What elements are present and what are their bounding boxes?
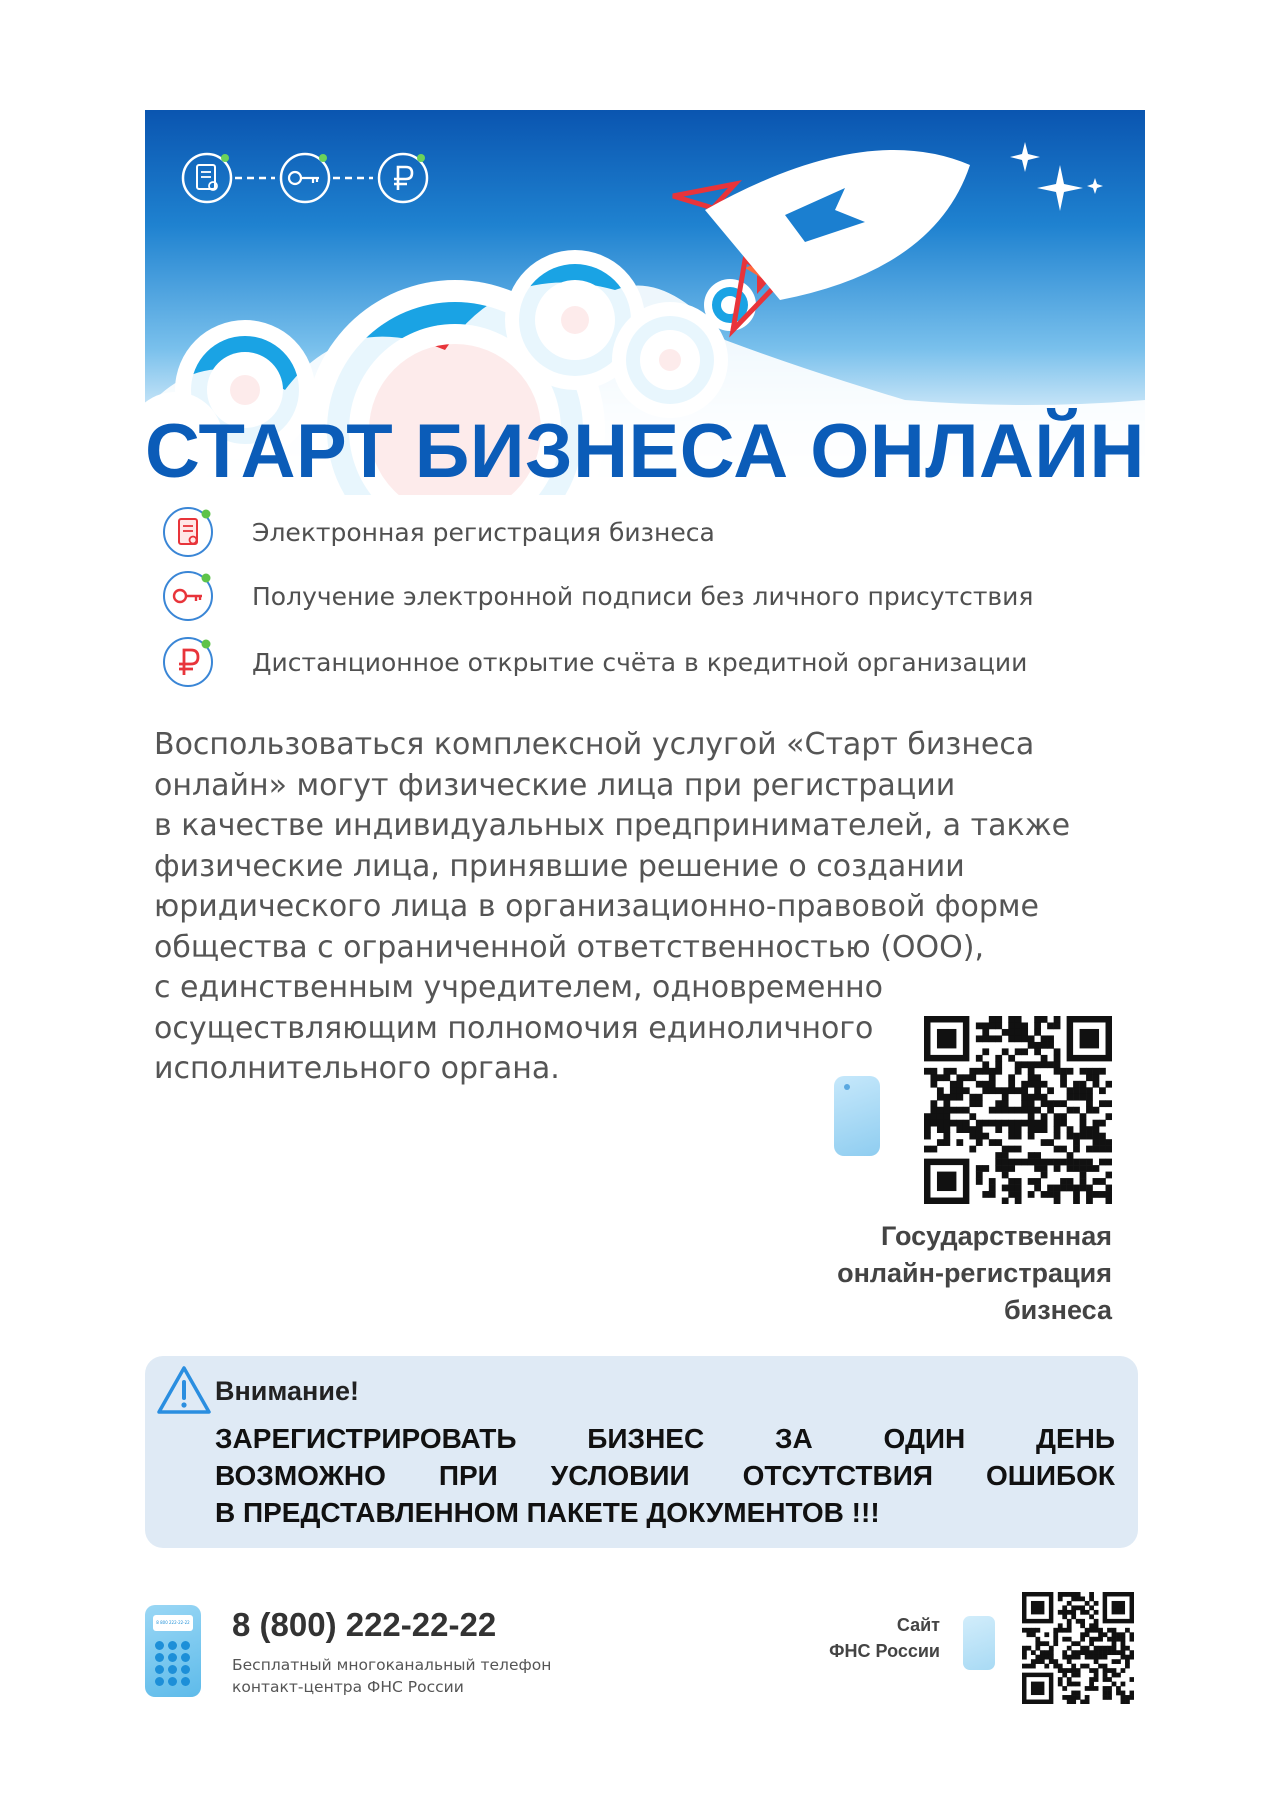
feature-item-signature [160, 566, 1140, 626]
hero-banner [145, 110, 1145, 495]
alert-line: ВОЗМОЖНО ПРИ УСЛОВИИ ОТСУТСТВИЯ ОШИБОК [215, 1460, 1115, 1491]
alert-body [215, 1420, 1115, 1531]
hero-title: СТАРТ БИЗНЕСА ОНЛАЙН [145, 409, 1145, 494]
sparkle-icon [1010, 142, 1040, 172]
site-label [780, 1612, 940, 1664]
sparkle-icon [1087, 178, 1103, 194]
alert-line: ЗАРЕГИСТРИРОВАТЬ БИЗНЕС ЗА ОДИН ДЕНЬ [215, 1423, 1115, 1454]
phone-screen-text: 8 800 222-22-22 [156, 1620, 190, 1625]
description-line: Воспользоваться комплексной услугой «Старт бизнеса [154, 727, 1035, 762]
description-line: исполнительного органа. [154, 1051, 560, 1086]
hotline-description-line: Бесплатный многоканальный телефон [232, 1656, 552, 1674]
phone-screen [153, 1615, 193, 1631]
description-line: физические лица, принявшие решение о создании [154, 848, 965, 884]
site-label-line: ФНС России [829, 1641, 940, 1661]
hotline-number[interactable]: 8 (800) 222-22-22 [232, 1606, 497, 1643]
description-line: онлайн» могут физические лица при регистрации [154, 767, 956, 803]
phone-icon [145, 1605, 201, 1697]
ruble-icon [160, 634, 216, 690]
feature-item-account [160, 632, 1140, 692]
key-icon [160, 568, 216, 624]
feature-label: Дистанционное открытие счёта в кредитной организации [252, 647, 1028, 677]
feature-label: Электронная регистрация бизнеса [252, 517, 715, 547]
warning-icon [155, 1364, 213, 1416]
qr-code-registration[interactable] [924, 1016, 1112, 1204]
description-line: осуществляющим полномочия единоличного [154, 1010, 874, 1046]
attention-notice [145, 1356, 1138, 1548]
qr-caption-line: онлайн-регистрация [837, 1258, 1112, 1288]
feature-label: Получение электронной подписи без личного присутствия [252, 581, 1034, 611]
qr-caption-line: бизнеса [1003, 1295, 1112, 1325]
description-line: с единственным учредителем, одновременно [154, 970, 883, 1005]
qr-code-fns-site[interactable] [1022, 1592, 1134, 1704]
alert-line: В ПРЕДСТАВЛЕННОМ ПАКЕТЕ ДОКУМЕНТОВ !!! [215, 1497, 880, 1528]
qr-caption-line: Государственная [881, 1221, 1112, 1251]
sparkle-icon [1037, 165, 1083, 211]
alert-title: Внимание! [215, 1376, 359, 1406]
phone-illustration [834, 1076, 880, 1156]
qr-caption [700, 1218, 1112, 1329]
description-line: общества с ограниченной ответственностью (ООО), [154, 929, 984, 965]
site-label-line: Сайт [896, 1615, 940, 1635]
phone-illustration [963, 1616, 995, 1670]
hotline-description [232, 1654, 551, 1698]
steps-row [183, 154, 427, 202]
feature-item-registration [160, 502, 1140, 562]
document-icon [160, 504, 216, 560]
description-line: в качестве индивидуальных предпринимателей, а также [154, 808, 1071, 843]
description-line: юридического лица в организационно-правовой форме [154, 889, 1040, 924]
hotline-description-line: контакт-центра ФНС России [232, 1678, 464, 1696]
